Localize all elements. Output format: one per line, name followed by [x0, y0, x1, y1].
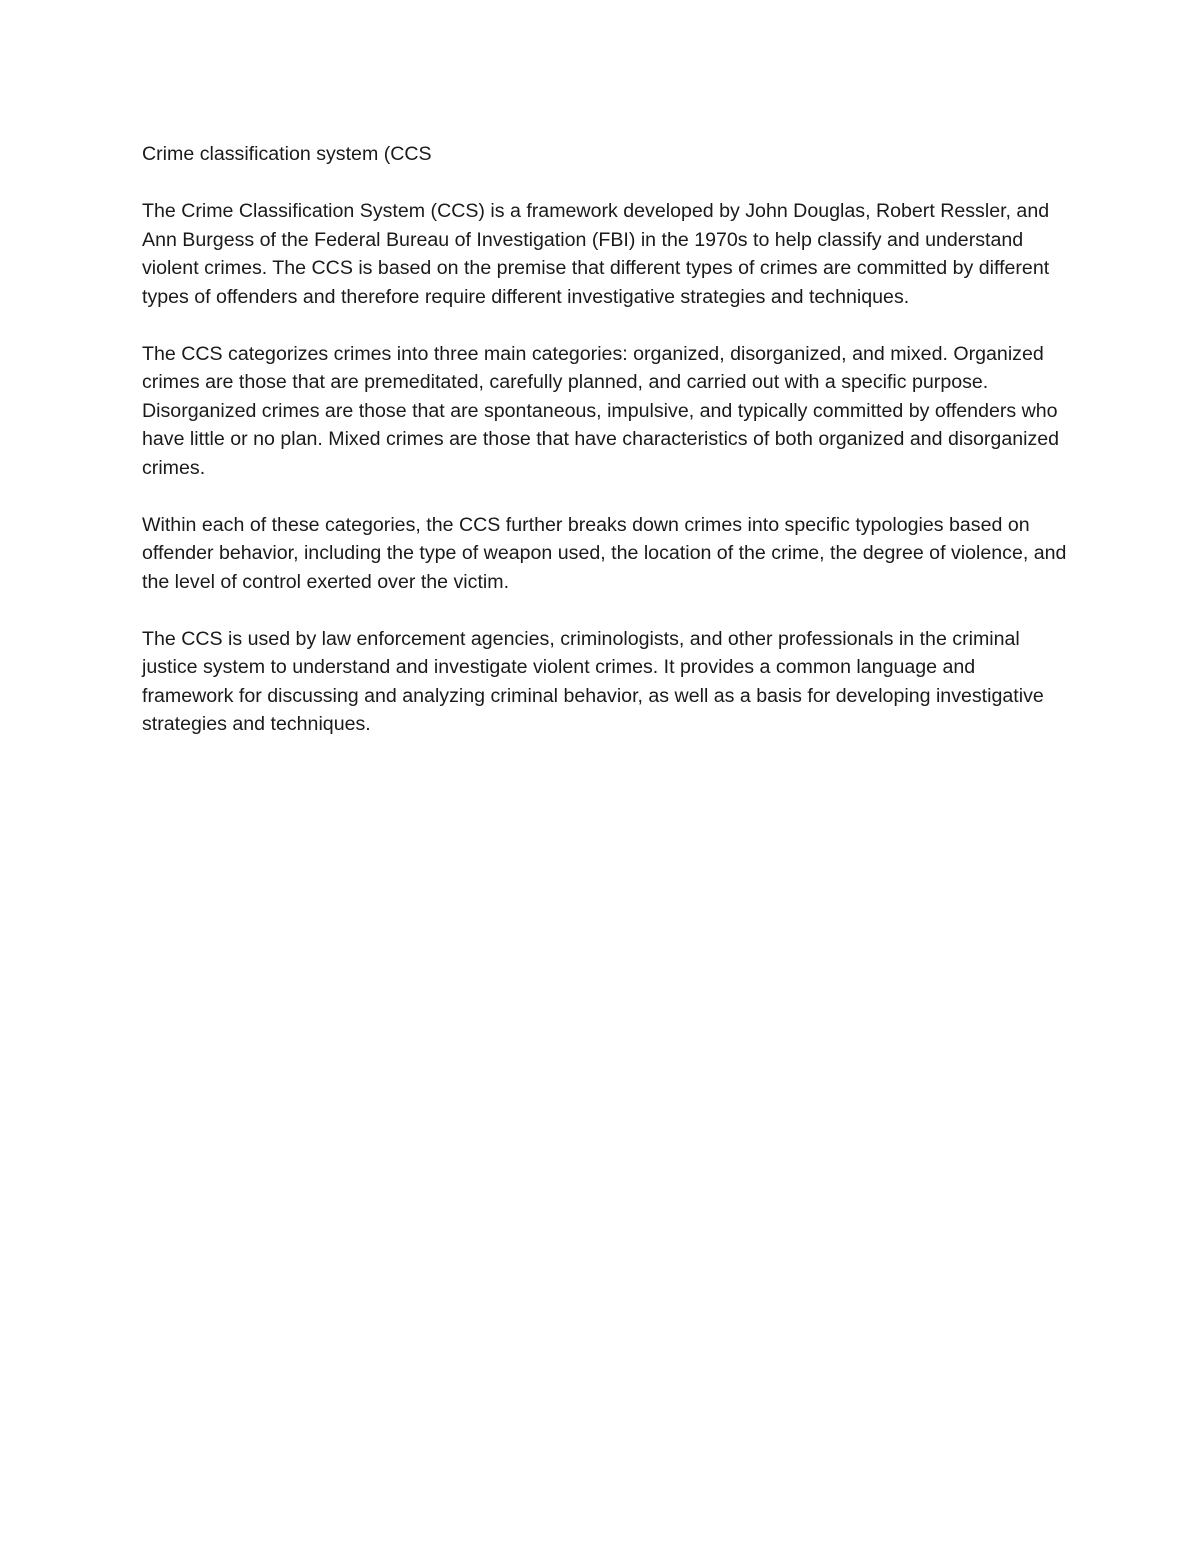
paragraph-intro: The Crime Classification System (CCS) is a framework developed by John Douglas, Robert Ressler, and Ann Burgess of the Federal Bureau of Investigation (FBI) in the 1970s to help classify and understand violent crimes. The CCS is based on the premise that different types of crimes are committed by different types of offenders and therefore require different investigative strategies and techniques. [142, 200, 1050, 308]
paragraph-usage: The CCS is used by law enforcement agencies, criminologists, and other professionals in the criminal justice system to understand and investigate violent crimes. It provides a common language and framework for discussing and analyzing criminal behavior, as well as a basis for developing investigative strategies and techniques. [142, 627, 1044, 735]
paragraph-typologies: Within each of these categories, the CCS further breaks down crimes into specific typologies based on offender behavior, including the type of weapon used, the location of the crime, the degree of violence, and the level of control exerted over the victim. [142, 513, 1067, 593]
document-body [142, 140, 1072, 767]
paragraph-categories: The CCS categorizes crimes into three main categories: organized, disorganized, and mixed. Organized crimes are those that are premeditated, carefully planned, and carried out with a specific purpose. Disorganized crimes are those that are spontaneous, impulsive, and typically committed by offenders who have little or no plan. Mixed crimes are those that have characteristics of both organized and disorganized crimes. [142, 342, 1060, 479]
document-title: Crime classification system (CCS [142, 143, 432, 165]
